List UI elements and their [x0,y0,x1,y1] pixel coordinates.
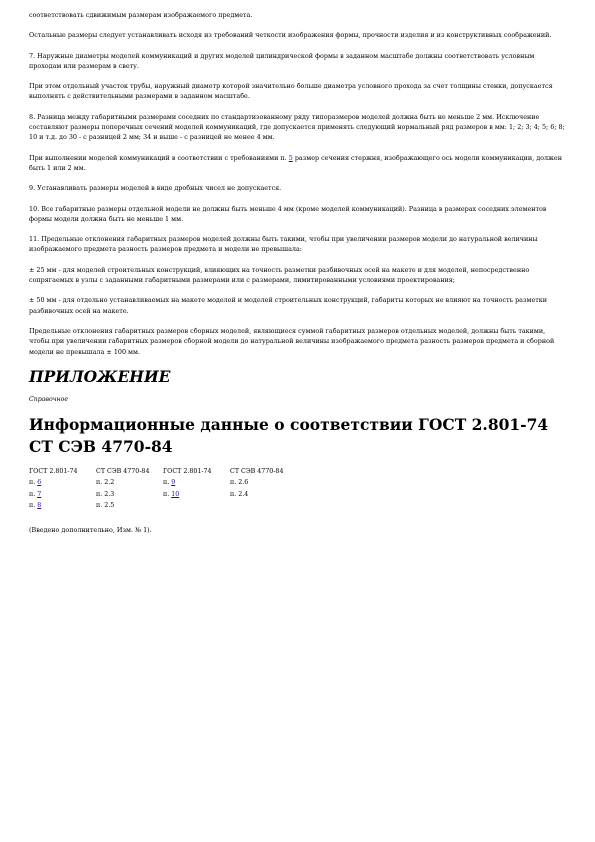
table-header-row [29,468,310,480]
table-cell: п. 2.4 [230,490,249,498]
table-header: СТ СЭВ 4770-84 [230,467,284,475]
gost-clause-link[interactable]: 8 [37,502,42,510]
paragraph: 9. Устанавливать размеры моделей в виде дробных чисел не допускается. [29,184,282,193]
paragraph: 10. Все габаритные размеры отдельной модели не должны быть меньше 4 мм (кроме моделей коммуникаций). Разница в размерах соседних элементов формы модели должна быть не меньше 1 мм. [29,204,547,223]
paragraph-with-link: При выполнении моделей коммуникаций в соответствии с требованиями п. 5 размер сечения стержня, изображающего ось модели коммуникации, должен быть 1 или 2 мм. [29,153,562,172]
paragraph: Предельные отклонения габаритных размеров сборных моделей, являющиеся суммой габаритных размеров отдельных моделей, должны быть такими, чтобы при увеличении габаритных размеров сборной модели до натуральной величины изображаемого предмета разность размеров предмета и сборной модели не превышала ± 100 мм. [29,326,555,356]
table-row [29,491,310,503]
paragraph: 8. Разница между габаритными размерами соседних по стандартизованному ряду типоразмеров моделей должна быть не меньше 2 мм. Исключение составляют размеры поперечных сечений моделей коммуникаций, где допускается применять следующий нормальный ряд размеров в мм: 1; 2; 3; 4; 5; 6; 8; 10 и т.д. до 30 - с разницей 2 мм; 34 и выше - с разницей не менее 4 мм. [29,112,565,142]
paragraph: ± 25 мм - для моделей строительных конструкций, влияющих на точность разметки разбивочных осей на макете и для моделей, непосредственно сопрягаемых в узлы с заданными габаритными размерами или с размерами, лимитированными условиями проектирования; [29,265,530,285]
correspondence-table [29,468,310,514]
gost-clause-link[interactable]: 9 [171,479,176,487]
table-cell: п. 2.2 [96,479,115,487]
appendix-title: ПРИЛОЖЕНИЕ [29,366,171,386]
table-row [29,479,310,491]
table-cell: п. 2.6 [230,479,249,487]
section-heading: Информационные данные о соответствии ГОСТ 2.801-74 СТ СЭВ 4770-84 [29,414,549,456]
paragraph: ± 50 мм - для отдельно устанавливаемых на макете моделей и моделей строительных конструкций, габариты которых не влияют на точность разметки разбивочных осей на макете. [29,296,548,315]
paragraph: При этом отдельный участок трубы, наружный диаметр которой значительно больше диаметра условного прохода за счет толщины стенки, допускается выполнять с действительными размерами в заданном масштабе. [29,82,553,101]
table-cell: п. 7 [29,490,42,498]
gost-clause-link[interactable]: 7 [37,490,42,498]
paragraph: соответствовать сдвижимым размерам изображаемого предмета. [29,11,253,19]
table-cell [163,502,230,514]
table-cell: п. 10 [163,490,180,498]
table-header: СТ СЭВ 4770-84 [96,467,150,475]
table-cell [230,502,310,514]
document-page [29,10,566,535]
gost-clause-link[interactable]: 6 [37,479,42,487]
table-header: ГОСТ 2.801-74 [29,467,78,475]
table-row [29,502,310,514]
table-header: ГОСТ 2.801-74 [163,467,212,475]
appendix-kind: Справочное [29,395,69,403]
paragraph: 11. Предельные отклонения габаритных размеров моделей должны быть такими, чтобы при увеличении размеров модели до натуральной величины изображаемого предмета разность размеров предмета и модели не превышала: [29,235,538,254]
table-cell: п. 9 [163,479,176,487]
table-cell: п. 8 [29,502,42,510]
paragraph: 7. Наружные диаметры моделей коммуникаций и других моделей цилиндрической формы в заданном масштабе должны соответствовать условным проходам или размерам в свету. [29,51,535,70]
gost-clause-link[interactable]: 10 [171,490,180,498]
amendment-note: (Введено дополнительно, Изм. № 1). [29,525,152,534]
clause-link[interactable]: 5 [288,153,293,162]
table-cell: п. 2.5 [96,502,115,510]
table-cell: п. 2.3 [96,490,115,498]
paragraph: Остальные размеры следует устанавливать исходя из требований четкости изображения формы, прочности изделия и из конструктивных соображений. [29,31,552,40]
table-cell: п. 6 [29,479,42,487]
